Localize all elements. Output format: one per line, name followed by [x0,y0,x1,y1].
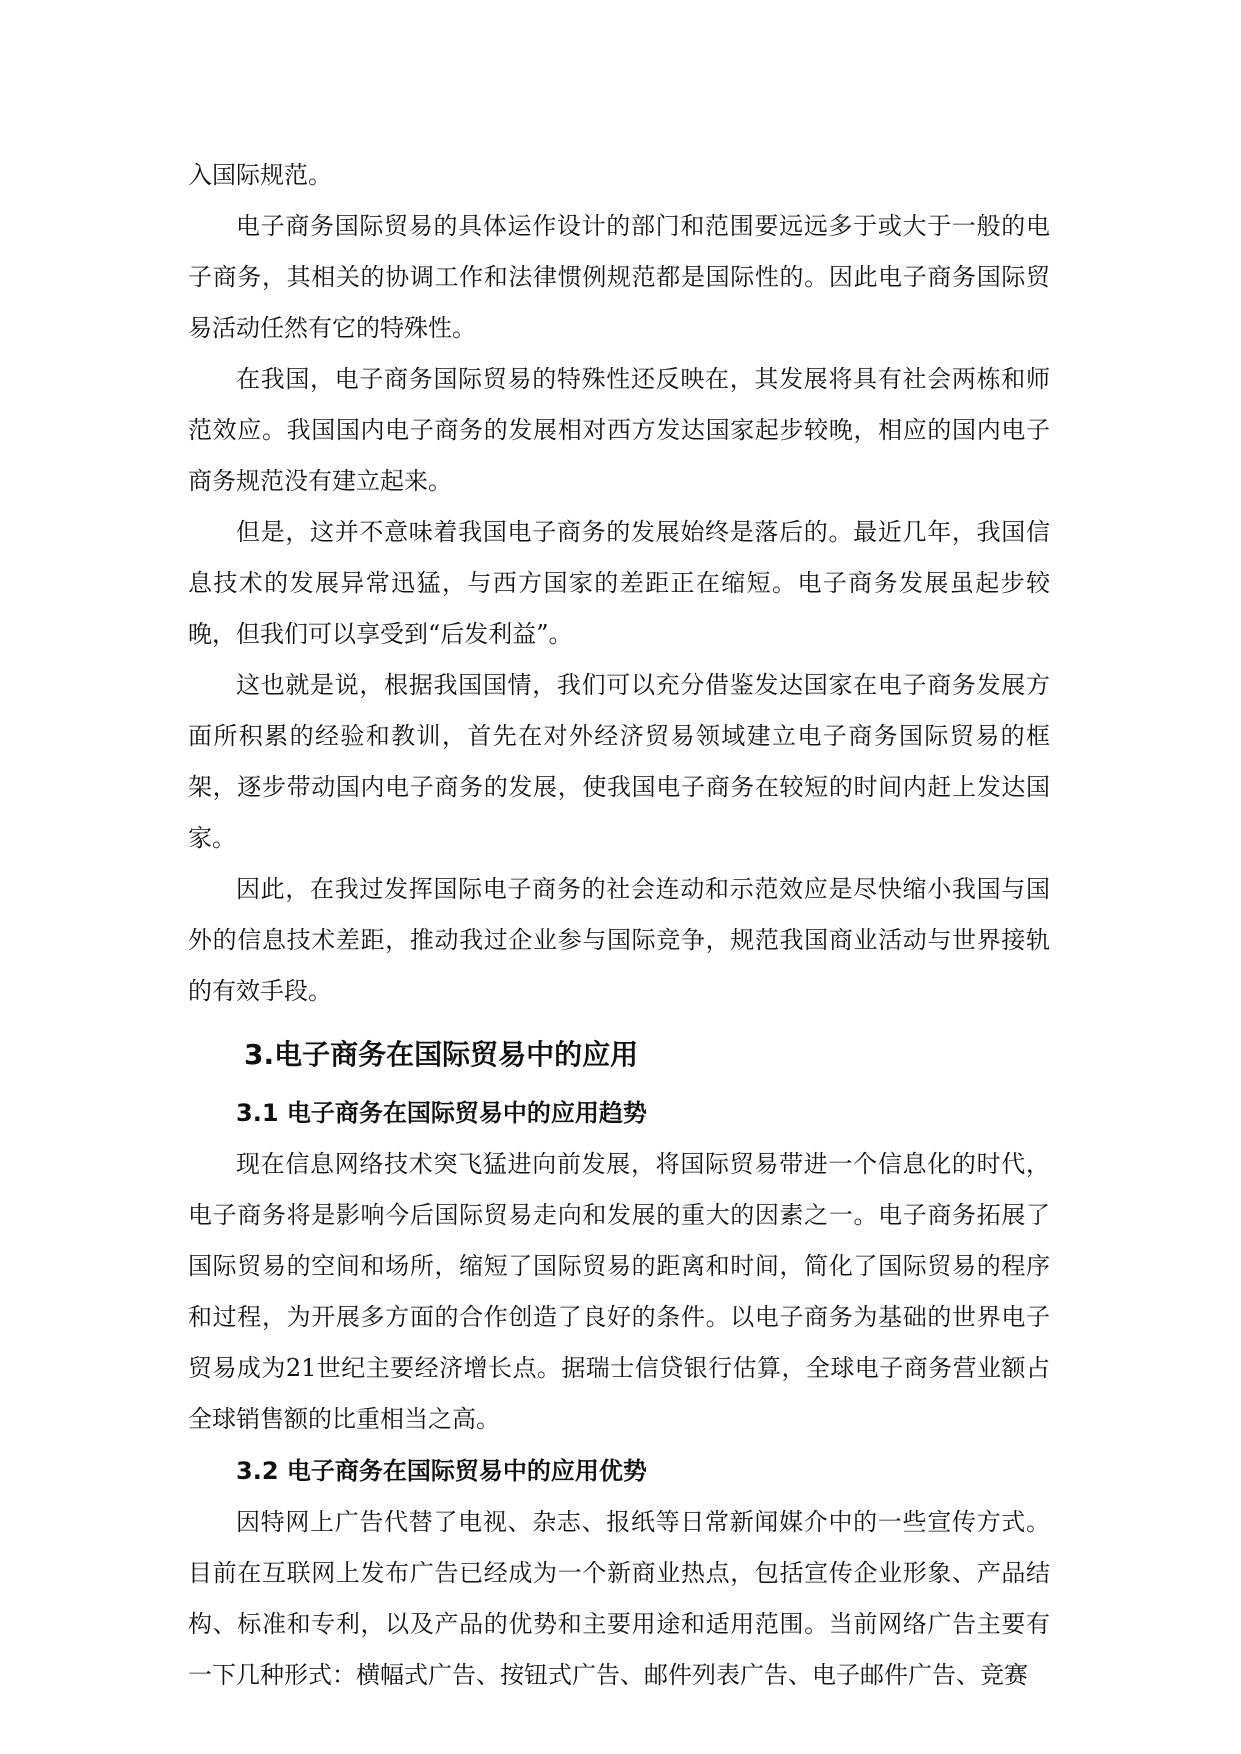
subsection-heading-3-1: 3.1 电子商务在国际贸易中的应用趋势 [236,1099,647,1127]
paragraph: 入国际规范。 [188,161,332,189]
section-heading-3: 3.电子商务在国际贸易中的应用 [244,1038,639,1071]
paragraph: 现在信息网络技术突飞猛进向前发展，将国际贸易带进一个信息化的时代，电子商务将是影响今后国际贸易走向和发展的重大的因素之一。电子商务拓展了国际贸易的空间和场所，缩短了国际贸易的距离和时间，简化了国际贸易的程序和过程，为开展多方面的合作创造了良好的条件。以电子商务为基础的世界电子贸易成为21世纪主要经济增长点。据瑞士信贷银行估算，全球电子商务营业额占全球销售额的比重相当之高。 [188,1150,1050,1433]
paragraph: 因特网上广告代替了电视、杂志、报纸等日常新闻媒介中的一些宣传方式。目前在互联网上发布广告已经成为一个新商业热点，包括宣传企业形象、产品结构、标准和专利，以及产品的优势和主要用途和适用范围。当前网络广告主要有一下几种形式：横幅式广告、按钮式广告、邮件列表广告、电子邮件广告、竞赛 [188,1508,1050,1689]
paragraph: 电子商务国际贸易的具体运作设计的部门和范围要远远多于或大于一般的电子商务，其相关的协调工作和法律惯例规范都是国际性的。因此电子商务国际贸易活动任然有它的特殊性。 [188,212,1050,342]
document-body [188,150,1050,1701]
paragraph: 在我国，电子商务国际贸易的特殊性还反映在，其发展将具有社会两栋和师范效应。我国国内电子商务的发展相对西方发达国家起步较晚，相应的国内电子商务规范没有建立起来。 [188,365,1050,495]
paragraph: 但是，这并不意味着我国电子商务的发展始终是落后的。最近几年，我国信息技术的发展异常迅猛，与西方国家的差距正在缩短。电子商务发展虽起步较晚，但我们可以享受到“后发利益”。 [188,518,1050,648]
subsection-heading-3-2: 3.2 电子商务在国际贸易中的应用优势 [236,1457,647,1485]
paragraph: 因此，在我过发挥国际电子商务的社会连动和示范效应是尽快缩小我国与国外的信息技术差距，推动我过企业参与国际竞争，规范我国商业活动与世界接轨的有效手段。 [188,875,1050,1005]
paragraph: 这也就是说，根据我国国情，我们可以充分借鉴发达国家在电子商务发展方面所积累的经验和教训，首先在对外经济贸易领域建立电子商务国际贸易的框架，逐步带动国内电子商务的发展，使我国电子商务在较短的时间内赶上发达国家。 [188,671,1050,852]
